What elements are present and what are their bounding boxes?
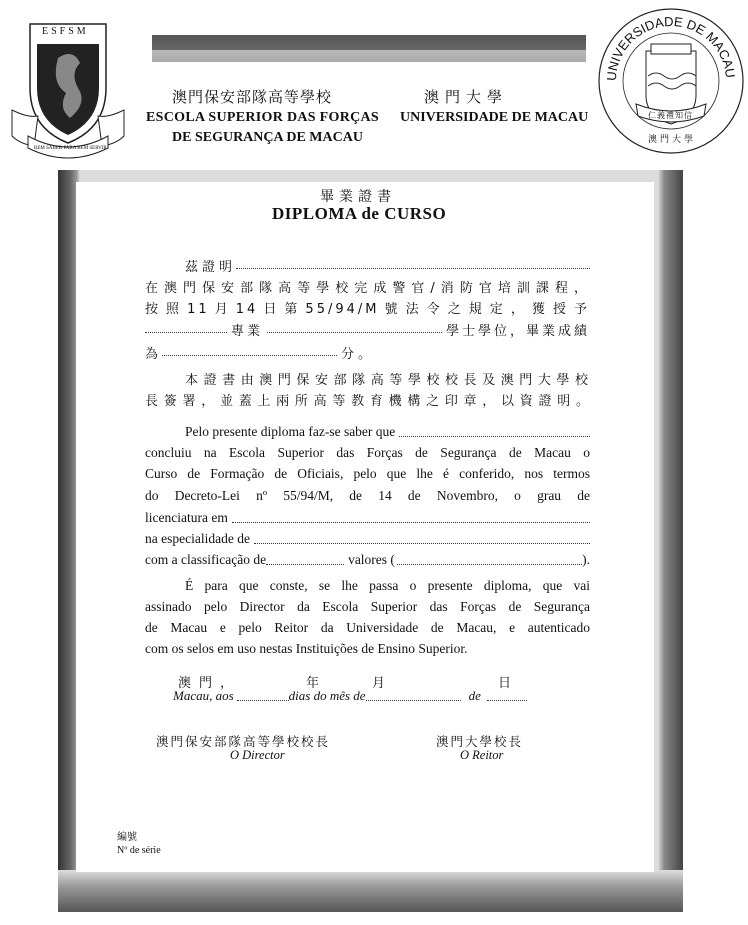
pt-para2-line-2: assinado pelo Director da Escola Superior das Forças de Segurança	[145, 599, 590, 614]
degree-blank[interactable]	[267, 320, 442, 333]
esfsm-ribbon-text: BEM SABER PARA BEM SERVIR	[34, 146, 107, 151]
date-zh-month: 月	[372, 676, 390, 691]
month-blank[interactable]	[366, 688, 461, 701]
day-blank[interactable]	[237, 688, 289, 701]
zh-l4a: 專業	[231, 324, 264, 339]
pt-line-6	[145, 531, 590, 547]
specialty-blank[interactable]	[145, 320, 227, 333]
title-zh: 畢業證書	[320, 189, 396, 205]
date-zh-place: 澳門，	[178, 676, 242, 691]
score-blank[interactable]	[162, 343, 337, 356]
date-zh-year: 年	[306, 676, 324, 691]
reitor-title-pt: O Reitor	[460, 748, 504, 762]
pt-para2-line-4: com os selos em uso nestas Instituições de Ensino Superior.	[145, 641, 468, 656]
seal-chinese-name: 澳門大學	[648, 135, 697, 145]
name-blank[interactable]	[236, 256, 590, 269]
um-seal-logo	[596, 6, 746, 156]
pt-para2-line-3: de Macau e pelo Reitor da Universidade de Macau, e autenticado	[145, 620, 590, 635]
reitor-title-zh: 澳門大學校長	[436, 734, 524, 749]
univ-name-zh: 澳門大學	[424, 88, 509, 106]
pt-l7b: valores (	[348, 552, 395, 567]
director-title-zh: 澳門保安部隊高等學校校長	[156, 734, 331, 749]
pt-l7c: ).	[582, 552, 590, 567]
zh-line-4	[145, 320, 590, 339]
zh-line-3: 按照11月14日第55/94/M號法令之規定，獲授予	[145, 302, 590, 317]
licenciatura-blank[interactable]	[232, 510, 590, 523]
zh-para2-line-2: 長簽署，並蓋上兩所高等教育機構之印章，以資證明。	[145, 394, 590, 409]
year-blank[interactable]	[487, 688, 527, 701]
univ-name-pt: UNIVERSIDADE DE MACAU	[400, 110, 589, 125]
school-name-zh: 澳門保安部隊高等學校	[172, 88, 333, 106]
school-name-pt-1: ESCOLA SUPERIOR DAS FORÇAS	[146, 110, 380, 125]
school-name-pt-2: DE SEGURANÇA DE MACAU	[172, 130, 363, 145]
date-zh-day: 日	[498, 676, 516, 691]
pt-l1: Pelo presente diploma faz-se saber que	[185, 424, 396, 439]
director-title-pt: O Director	[230, 748, 285, 762]
pt-line-4: do Decreto-Lei nº 55/94/M, de 14 de Novembro, o grau de	[145, 488, 590, 503]
pt-line-7	[145, 552, 590, 568]
serial-label-zh: 編號	[117, 832, 137, 843]
serial-label-pt: Nº de série	[117, 845, 161, 856]
pt-l6: na especialidade de	[145, 531, 250, 546]
pt-para2-line-1: É para que conste, se lhe passa o presente diploma, que vai	[185, 578, 590, 593]
esfsm-logo	[8, 18, 128, 163]
especialidade-blank[interactable]	[254, 531, 590, 544]
title-pt: DIPLOMA de CURSO	[272, 204, 447, 223]
pt-line-2: concluiu na Escola Superior das Forças de Segurança de Macau o	[145, 445, 590, 460]
frame-bottom	[58, 870, 683, 912]
zh-para2-line-1: 本證書由澳門保安部隊高等學校校長及澳門大學校	[185, 373, 590, 388]
zh-line-2: 在澳門保安部隊高等學校完成警官/消防官培訓課程，	[145, 281, 590, 296]
pt-name-blank[interactable]	[399, 424, 590, 437]
pt-l5: licenciatura em	[145, 510, 228, 525]
zh-line-1	[145, 256, 590, 275]
valores-blank[interactable]	[397, 552, 582, 565]
zh-l5a: 為	[145, 347, 163, 362]
zh-l5b: 分。	[341, 347, 376, 362]
date-pt-b: dias do mês de	[288, 688, 366, 703]
pt-l7a: com a classificação de	[145, 552, 267, 567]
zh-l4b: 學士學位，畢業成績	[445, 324, 590, 339]
date-pt-c: de	[468, 688, 481, 703]
pt-line-1	[185, 424, 590, 440]
zh-line-5	[145, 343, 590, 362]
pt-line-3: Curso de Formação de Oficiais, pelo que lhe é conferido, nos termos	[145, 466, 590, 481]
date-pt-a: Macau, aos	[173, 688, 234, 703]
date-pt-line	[173, 688, 553, 704]
pt-line-5	[145, 510, 590, 526]
seal-motto: 仁義禮知信	[648, 111, 693, 120]
header-bar	[152, 35, 586, 62]
zh-l1-text: 茲證明	[185, 260, 237, 275]
seal-ring-text: UNIVERSIDADE DE MACAU	[603, 13, 739, 82]
esfsm-acronym: ESFSM	[42, 26, 89, 37]
classificacao-blank[interactable]	[266, 552, 344, 565]
